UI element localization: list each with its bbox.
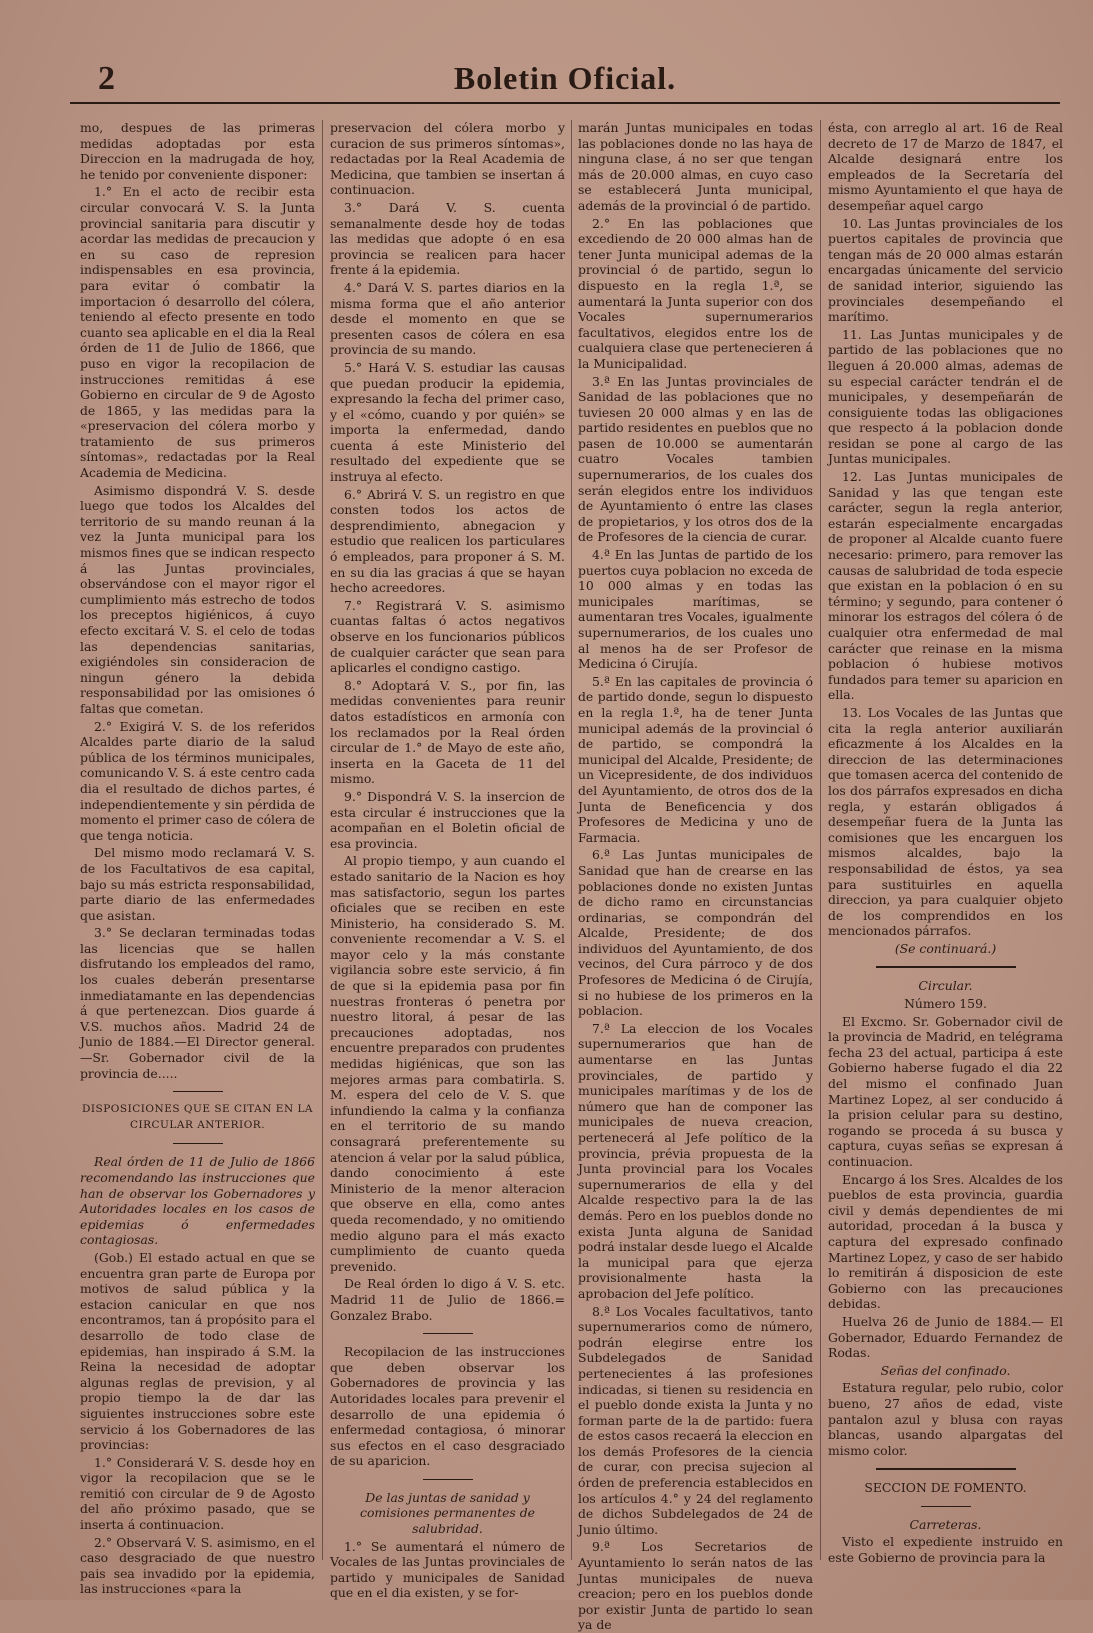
column-4 [828,120,1063,1590]
subsection-heading: De las juntas de sanidad y comisiones permanentes de salubridad. [360,1489,535,1537]
column-divider-3 [820,120,821,1560]
paragraph: El Excmo. Sr. Gobernador civil de la provincia de Madrid, en telégrama fecha 23 del actual, participa á este Gobierno haberse fugado el dia 22 del mismo el confinado Juan Martinez Lopez, al ser conducido á la prision celular para su destino, rogando se proceda á su busca y captura, cuyas señas se expresan á continuacion. [828,1013,1063,1169]
paragraph: 3.° Se declaran terminadas todas las licencias que se hallen disfrutando los empleados del ramo, los cuales deberán presentarse inmediatamante en las dependencias á que pertenezcan. Dios guarde á V.S. muchos años. Madrid 24 de Junio de 1884.—El Director general. —Sr. Gobernador civil de la provincia de..... [80,925,315,1081]
section-heading: SECCION DE FOMENTO. [864,1480,1027,1496]
paragraph: Recopilacion de las instrucciones que deben observar los Gobernadores de provincia y las Autoridades locales para prevenir el desarrollo de una epidemia ó enfermedad contagiosa, ó minorar sus efectos en el caso desgraciado de su aparicion. [330,1344,565,1469]
paragraph: 3.ª En las Juntas provinciales de Sanidad de las poblaciones que no tuviesen 20 000 almas y en las de partido residentes en pueblos que no pasen de 10.000 se aumentarán cuatro Vocales tambien supernumerarios, de los cuales dos serán elegidos entre los individuos de Ayuntamiento ó entre las clases de propietarios, y los otros dos de la de Profesores de la ciencia de curar. [578,373,813,545]
separator [423,1333,473,1334]
paragraph: Del mismo modo reclamará V. S. de los Facultativos de esa capital, bajo su más estricta responsabilidad, parte diario de las enfermedades que asistan. [80,845,315,923]
paragraph: 6.ª Las Juntas municipales de Sanidad que han de crearse en las poblaciones donde no existen Juntas de dicho ramo en circunstancias ordinarias, se compondrán del Alcalde, Presidente; de dos individuos del Ayuntamiento, de dos vecinos, del Cura párroco y de dos Profesores de Medicina ó de Cirujía, si no hubiese de los primeros en la poblacion. [578,847,813,1019]
paragraph: Encargo á los Sres. Alcaldes de los pueblos de esta provincia, guardia civil y demás dependientes de mi autoridad, procedan á la busca y captura del expresado confinado Martinez Lopez, y caso de ser habido lo remitirán á disposicion de este Gobierno con las precauciones debidas. [828,1171,1063,1312]
paragraph: mo, despues de las primeras medidas adoptadas por esta Direccion en la madrugada de hoy, he tenido por conveniente disponer: [80,120,315,182]
paragraph: 1.° Considerará V. S. desde hoy en vigor la recopilacion que se le remitió con circular de 9 de Agosto del año próximo pasado, que se inserta á continuacion. [80,1454,315,1533]
column-divider-2 [571,120,572,1560]
paragraph: 6.° Abrirá V. S. un registro en que consten todos los actos de desprendimiento, abnegacion y estudio que realicen los particulares ó empleados, para proponer á S. M. en su dia las gracias á que se hayan hecho acreedores. [330,486,565,596]
paragraph: 3.° Dará V. S. cuenta semanalmente desde hoy de todas las medidas que adopte ó en esa provincia se realicen para hacer frente á la epidemia. [330,199,565,278]
separator [876,966,1016,968]
paragraph: marán Juntas municipales en todas las poblaciones donde no las haya de ninguna clase, á no ser que tengan más de 20.000 almas, en cuyo caso se establecerá Junta municipal, además de la provincial ó de partido. [578,120,813,213]
separator [423,1479,473,1480]
paragraph: (Gob.) El estado actual en que se encuentra gran parte de Europa por motivos de salud pública y la estacion canicular en que nos encontramos, tan á propósito para el desarrollo de todo clase de epidemias, han inspirado á S.M. la Reina la necesidad de adoptar algunas reglas de prevision, y al propio tiempo la de dar las siguientes instrucciones sobre este servicio á los Gobernadores de las provincias: [80,1249,315,1453]
separator [173,1091,223,1092]
paragraph: 9.° Dispondrá V. S. la insercion de esta circular é instrucciones que la acompañan en el Boletin oficial de esa provincia. [330,788,565,851]
circular-heading: Circular. [918,978,973,994]
paragraph: 7.ª La eleccion de los Vocales supernumerarios que han de aumentarse en las Juntas provinciales, de partido y municipales marítimas y de los de número que han de componer las municipales de nueva creacion, pertenecerá al Jefe político de la provincia, prévia propuesta de la Junta provincial para los Vocales supernumerarios de ella y del Alcalde respectivo para la de las demás. Pero en los pueblos donde no exista Junta alguna de Sanidad podrá instalar desde luego el Alcalde la municipal para que ejerza provisionalmente hasta la aprobacion del Jefe político. [578,1020,813,1301]
paragraph: Estatura regular, pelo rubio, color bueno, 27 años de edad, viste pantalon azul y blusa con rayas blancas, usando alpargatas del mismo color. [828,1380,1063,1458]
paragraph: 10. Las Juntas provinciales de los puertos capitales de provincia que tengan más de 20 000 almas estarán encargadas únicamente del servicio de sanidad interior, siguiendo las provinciales desempeñando el marítimo. [828,215,1063,325]
description-heading: Señas del confinado. [880,1362,1011,1378]
paragraph: 5.ª En las capitales de provincia ó de partido donde, segun lo dispuesto en la regla 1.ª, ha de tener Junta municipal además de la provincial ó de partido, se compondrá la municipal del Alcalde, Presidente; de un Vicepresidente, de dos individuos del Ayuntamiento, de otros dos de la Junta de Beneficencia y dos Profesores de Medicina y uno de Farmacia. [578,673,813,845]
paragraph: Asimismo dispondrá V. S. desde luego que todos los Alcaldes del territorio de su mando reunan á la vez la Junta municipal para los mismos fines que se indican respecto á las Juntas provinciales, observándose con el mayor rigor el cumplimiento más estrecho de todos los preceptos higiénicos, á cuyo efecto excitará V. S. el celo de todas las dependencias sanitarias, exigiéndoles sin consideracion de ningun género la debida responsabilidad por las omisiones ó faltas que cometan. [80,482,315,716]
separator [173,1143,223,1144]
paragraph: Visto el expediente instruido en este Gobierno de provincia para la [828,1534,1063,1566]
number-heading: Número 159. [904,996,987,1012]
paragraph: 4.° Dará V. S. partes diarios en la misma forma que el año anterior desde el momento en que se presenten casos de cólera en esa provincia de su mando. [330,279,565,358]
column-3 [578,120,813,1633]
page-header [70,58,1060,106]
paragraph: 5.° Hará V. S. estudiar las causas que puedan producir la epidemia, expresando la fecha del primer caso, y el «cómo, cuando y por quién» se importa la enfermedad, dando cuenta á este Ministerio del resultado del expediente que se instruya al efecto. [330,359,565,485]
paragraph: 4.ª En las Juntas de partido de los puertos cuya poblacion no exceda de 10 000 almas y en todas las municipales marítimas, se aumentaran tres Vocales, igualmente supernumerarios, de los cuales uno al menos ha de ser Profesor de Medicina ó Cirujía. [578,547,813,672]
column-1 [80,120,315,1597]
section-heading: DISPOSICIONES QUE SE CITAN EN LA CIRCULAR ANTERIOR. [81,1103,314,1131]
paragraph: preservacion del cólera morbo y curacion de sus primeros síntomas», redactadas por la Real Academia de Medicina, que tambien se insertan á continuacion. [330,120,565,198]
paragraph: De Real órden lo digo á V. S. etc. Madrid 11 de Julio de 1866.= Gonzalez Brabo. [330,1276,565,1323]
separator [876,1468,1016,1470]
page-title: Boletin Oficial. [453,60,677,96]
paragraph: 8.° Adoptará V. S., por fin, las medidas convenientes para reunir datos estadísticos en armonía con los reclamados por la Real órden circular de 1.° de Mayo de este año, inserta en la Gaceta de 11 del mismo. [330,677,565,787]
page-number: 2 [98,60,115,97]
subsection-heading: Carreteras. [909,1516,982,1532]
paragraph: 11. Las Juntas municipales y de partido de las poblaciones que no lleguen á 20.000 almas, ademas de su especial carácter tendrán el de municipales, y desempeñarán de consiguiente todas las obligaciones que respecto á la poblacion donde residan se pone al cargo de las Juntas municipales. [828,326,1063,467]
paragraph: 13. Los Vocales de las Juntas que cita la regla anterior auxiliarán eficazmente á los Alcaldes en la direccion de las determinaciones que tomasen acerca del contenido de los dos párrafos expresados en dicha regla, y estarán obligados á desempeñar fuera de la Junta las comisiones que les encarguen los mismos alcaldes, bajo la responsabilidad de éstos, ya sea para sustituirles en aquella direccion, ya para cualquier objeto de los comprendidos en los mencionados párrafos. [828,704,1063,939]
paragraph: 2.° En las poblaciones que excediendo de 20 000 almas han de tener Junta municipal ademas de la provincial ó de partido, segun lo dispuesto en la regla 1.ª, se aumentará la Junta superior con dos Vocales supernumerarios facultativos, elegidos entre los de cualquiera clase que pertenecieren á la Municipalidad. [578,215,813,371]
separator [921,1506,971,1507]
paragraph: 12. Las Juntas municipales de Sanidad y las que tengan este carácter, segun la regla anterior, estarán especialmente encargadas de proponer al Alcalde cuanto fuere necesario: primero, para remover las causas de salubridad de toda especie que existan en la poblacion ó en su término; y segundo, para contener ó minorar los estragos del cólera ó de cualquier otra enfermedad de mal carácter que reinase en la misma poblacion ó hubiese motivos fundados para temer su aparicion en ella. [828,469,1063,703]
paragraph: Huelva 26 de Junio de 1884.— El Gobernador, Eduardo Fernandez de Rodas. [828,1313,1063,1361]
decree-title: Real órden de 11 de Julio de 1866 recomendando las instrucciones que han de observar los Gobernadores y Autoridades locales en los casos de epidemias ó enfermedades contagiosas. [80,1154,315,1248]
paragraph: 2.° Observará V. S. asimismo, en el caso desgraciado de que nuestro pais sea invadido por la epidemia, las instrucciones «para la [80,1534,315,1597]
column-divider-1 [322,120,323,1560]
paragraph: Al propio tiempo, y aun cuando el estado sanitario de la Nacion es hoy mas satisfactorio, segun los partes oficiales que se reciben en este Ministerio, ha considerado S. M. conveniente recomendar a V. S. el mayor celo y la más constante vigilancia sobre este servicio, á fin de que si la epidemia pasa por fin nuestras fronteras ó penetra por nuestro litoral, á pesar de las precauciones adoptadas, nos encuentre preparados con prudentes medidas higiénicas, que son las mejores armas para combatirla. S. M. espera del celo de V. S. que infundiendo la calma y la confianza en el territorio de su mando consagrará preferentemente su atencion á velar por la salud pública, dando conocimiento á este Ministerio de la menor alteracion que observe en ella, como antes queda recomendado, y no omitiendo medio alguno para el más exacto cumplimiento de cuanto queda prevenido. [330,853,565,1274]
paragraph: 1.° En el acto de recibir esta circular convocará V. S. la Junta provincial sanitaria para discutir y acordar las medidas de precaucion y en su caso de represion indispensables en esa provincia, para evitar ó combatir la importacion ó desarrollo del cólera, teniendo al efecto presente en todo cuanto sea aplicable en el dia la Real órden de 11 de Julio de 1866, que puso en vigor la recopilacion de instrucciones remitidas á ese Gobierno en circular de 9 de Agosto de 1865, y las medidas para la «preservacion del cólera morbo y tratamiento de sus primeros síntomas», redactadas por la Real Academia de Medicina. [80,184,315,481]
paragraph: ésta, con arreglo al art. 16 de Real decreto de 17 de Marzo de 1847, el Alcalde designará entre los empleados de la Secretaría del mismo Ayuntamiento el que haya de desempeñar aquel cargo [828,120,1063,213]
paragraph: 7.° Registrará V. S. asimismo cuantas faltas ó actos negativos observe en los funcionarios públicos de cualquier carácter que sean para aplicarles el condigno castigo. [330,597,565,676]
paragraph: 9.ª Los Secretarios de Ayuntamiento lo serán natos de las Juntas municipales de nueva creacion; pero en los pueblos donde por existir Junta de partido lo sean ya de [578,1539,813,1633]
paragraph: 1.° Se aumentará el número de Vocales de las Juntas provinciales de partido y municipales de Sanidad que en el dia existen, y se for- [330,1538,565,1601]
paragraph: 2.° Exigirá V. S. de los referidos Alcaldes parte diario de la salud pública de los términos municipales, comunicando V. S. á este centro cada dia el resultado de dichos partes, é independientemente y sin pérdida de momento el primer caso de cólera de que tenga noticia. [80,718,315,843]
header-rule [70,102,1060,104]
column-2 [330,120,565,1601]
paragraph: 8.ª Los Vocales facultativos, tanto supernumerarios como de número, podrán elegirse entre los Subdelegados de Sanidad pertenecientes á las profesiones indicadas, si tienen su residencia en el pueblo donde exista la Junta y no forman parte de la de partido: fuera de estos casos recaerá la eleccion en los demás Profesores de la ciencia de curar, con precisa sujecion al órden de preferencia establecidos en los artículos 4.° y 24 del reglamento de dichos Subdelegados de 24 de Junio último. [578,1303,813,1537]
continued-note: (Se continuará.) [894,940,997,956]
